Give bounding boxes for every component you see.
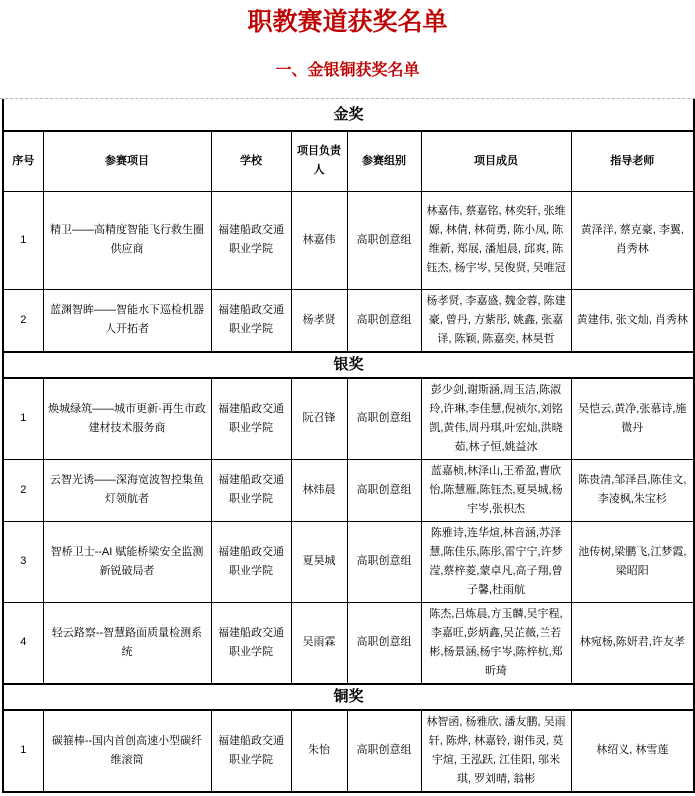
cell-index: 4 bbox=[3, 602, 43, 684]
cell-school: 福建船政交通职业学院 bbox=[211, 378, 291, 460]
award-band-label: 铜奖 bbox=[3, 684, 694, 710]
award-band-bronze bbox=[3, 684, 694, 710]
cell-teachers: 黄建伟, 张文灿, 肖秀林 bbox=[571, 289, 694, 352]
cell-members: 林嘉伟, 蔡嘉铭, 林奕轩, 张维嫄, 林倩, 林荷勇, 陈小凤, 陈维新, 郑展, 潘旭晨, 邱爽, 陈钰杰, 杨宇岑, 吴俊贤, 吴唯冠 bbox=[421, 191, 571, 289]
award-band-label: 金奖 bbox=[3, 99, 694, 131]
page-title: 职教赛道获奖名单 bbox=[247, 8, 448, 36]
cell-group: 高职创意组 bbox=[347, 521, 421, 602]
table-row bbox=[3, 710, 694, 792]
cell-project: 轻云路察--智慧路面质量检测系统 bbox=[43, 602, 211, 684]
cell-index: 1 bbox=[3, 378, 43, 460]
cell-group: 高职创意组 bbox=[347, 191, 421, 289]
cell-teachers: 黄泽洋, 蔡克豪, 李翼, 肖秀林 bbox=[571, 191, 694, 289]
cell-teachers: 林绍义, 林雪莲 bbox=[571, 710, 694, 792]
cell-school: 福建船政交通职业学院 bbox=[211, 459, 291, 521]
cell-project: 云智光诱——深海宽波智控集鱼灯领航者 bbox=[43, 459, 211, 521]
table-row bbox=[3, 521, 694, 602]
cell-index: 1 bbox=[3, 191, 43, 289]
col-header-school: 学校 bbox=[211, 131, 291, 191]
cell-group: 高职创意组 bbox=[347, 289, 421, 352]
cell-leader: 吴雨霖 bbox=[291, 602, 347, 684]
cell-school: 福建船政交通职业学院 bbox=[211, 191, 291, 289]
award-band-silver bbox=[3, 352, 694, 378]
award-band-gold bbox=[3, 99, 694, 131]
cell-teachers: 池传树,梁鹏飞,江梦霞,梁昭阳 bbox=[571, 521, 694, 602]
cell-teachers: 林宛杨,陈妍君,许友孝 bbox=[571, 602, 694, 684]
cell-teachers: 吴恺云,黄净,张慕诗,施微丹 bbox=[571, 378, 694, 460]
cell-school: 福建船政交通职业学院 bbox=[211, 602, 291, 684]
table-row bbox=[3, 459, 694, 521]
cell-group: 高职创意组 bbox=[347, 378, 421, 460]
cell-members: 杨孝贤, 李嘉盛, 魏金蓉, 陈建豪, 曾丹, 方紫彤, 姚鑫, 张嘉译, 陈颖, 陈嘉奕, 林昊哲 bbox=[421, 289, 571, 352]
cell-teachers: 陈贵清,邹泽昌,陈佳文,李凌枫,朱宝杉 bbox=[571, 459, 694, 521]
cell-index: 2 bbox=[3, 459, 43, 521]
table-row bbox=[3, 378, 694, 460]
cell-leader: 夏昊城 bbox=[291, 521, 347, 602]
cell-leader: 林炜晨 bbox=[291, 459, 347, 521]
awards-table bbox=[2, 99, 695, 793]
section-subtitle: 一、金银铜获奖名单 bbox=[275, 62, 420, 79]
cell-group: 高职创意组 bbox=[347, 459, 421, 521]
cell-group: 高职创意组 bbox=[347, 710, 421, 792]
cell-members: 林智函, 杨雅欣, 潘友鹏, 吴雨轩, 陈烨, 林嘉铃, 谢伟灵, 莫宇煊, 王泓跃, 江佳阳, 邬米琪, 罗刘晴, 翁彬 bbox=[421, 710, 571, 792]
cell-project: 碳箍棒--国内首创高速小型碳纤维滚筒 bbox=[43, 710, 211, 792]
table-row bbox=[3, 289, 694, 352]
cell-members: 彭少剑,谢斯涵,周玉洁,陈淑玲,许琳,李佳慧,倪祯尔,刘铭凯,黄伟,周丹琪,叶宏灿,洪晓茹,林子恒,姚益冰 bbox=[421, 378, 571, 460]
table-row bbox=[3, 191, 694, 289]
cell-members: 陈杰,吕炼晨,方玉麟,吴宇程,李嘉旺,彭炳鑫,吴芷薇,兰若彬,杨景涵,杨宇岑,陈梓杭,郑昕琦 bbox=[421, 602, 571, 684]
col-header-project: 参赛项目 bbox=[43, 131, 211, 191]
cell-leader: 朱怡 bbox=[291, 710, 347, 792]
cell-index: 2 bbox=[3, 289, 43, 352]
col-header-group: 参赛组别 bbox=[347, 131, 421, 191]
cell-project: 焕城绿筑——城市更新·再生市政建材技术服务商 bbox=[43, 378, 211, 460]
cell-index: 1 bbox=[3, 710, 43, 792]
col-header-members: 项目成员 bbox=[421, 131, 571, 191]
cell-project: 蓝渊智眸——智能水下巡检机器人开拓者 bbox=[43, 289, 211, 352]
cell-leader: 林嘉伟 bbox=[291, 191, 347, 289]
award-band-label: 银奖 bbox=[3, 352, 694, 378]
cell-group: 高职创意组 bbox=[347, 602, 421, 684]
cell-school: 福建船政交通职业学院 bbox=[211, 710, 291, 792]
cell-members: 蓝嘉桢,林泽山,王希盈,曹欣怡,陈慧雁,陈钰杰,夏昊城,杨宇岑,张枳杰 bbox=[421, 459, 571, 521]
cell-members: 陈雅诗,连华煊,林音涵,苏泽慧,陈佳乐,陈彤,雷宁宁,许梦滢,蔡梓菱,蒙卓凡,高子翔,曾子馨,杜雨航 bbox=[421, 521, 571, 602]
cell-school: 福建船政交通职业学院 bbox=[211, 289, 291, 352]
col-header-index: 序号 bbox=[3, 131, 43, 191]
cell-leader: 杨孝贤 bbox=[291, 289, 347, 352]
table-row bbox=[3, 602, 694, 684]
col-header-teachers: 指导老师 bbox=[571, 131, 694, 191]
cell-project: 智桥卫士--AI 赋能桥梁安全监测新锐破局者 bbox=[43, 521, 211, 602]
cell-project: 精卫——高精度智能飞行救生圈供应商 bbox=[43, 191, 211, 289]
cell-index: 3 bbox=[3, 521, 43, 602]
cell-school: 福建船政交通职业学院 bbox=[211, 521, 291, 602]
col-header-leader: 项目负责人 bbox=[291, 131, 347, 191]
cell-leader: 阮召锋 bbox=[291, 378, 347, 460]
column-header-row bbox=[3, 131, 694, 191]
